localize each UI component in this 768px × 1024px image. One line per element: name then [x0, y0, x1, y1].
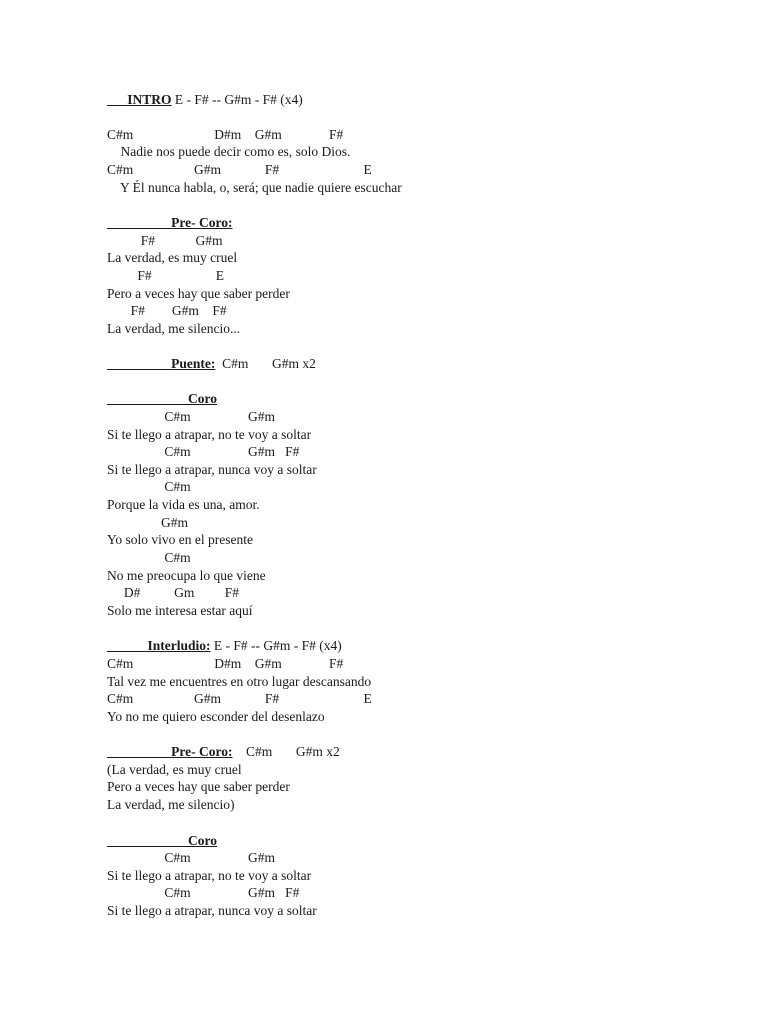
- section-coro-line: [107, 832, 217, 849]
- section-puente-line: [107, 355, 316, 372]
- lyric-line: Pero a veces hay que saber perder: [107, 779, 290, 794]
- lyric-line: Si te llego a atrapar, no te voy a soltar: [107, 868, 312, 883]
- lyric-line: Y Él nunca habla, o, será; que nadie quiere escuchar: [107, 180, 402, 195]
- section-heading: [107, 744, 171, 759]
- lyric-line: Yo solo vivo en el presente: [107, 532, 253, 547]
- section-heading: Pre- Coro:: [171, 215, 233, 230]
- chord-line: G#m: [107, 515, 188, 530]
- lyric-line: La verdad, me silencio...: [107, 321, 241, 336]
- section-heading: Pre- Coro:: [171, 744, 233, 759]
- chord-line: C#m G#m F#: [107, 885, 300, 900]
- chord-line: C#m G#m x2: [215, 356, 316, 371]
- section-intro-line: [107, 91, 303, 108]
- section-heading: [107, 356, 171, 371]
- chord-line: F# E: [107, 268, 225, 283]
- chord-line: E - F# -- G#m - F# (x4): [171, 92, 303, 107]
- lyric-line: Nadie nos puede decir como es, solo Dios.: [107, 144, 351, 159]
- section-heading: [107, 215, 171, 230]
- chord-line: C#m G#m F# E: [107, 162, 372, 177]
- section-heading: Interludio:: [147, 638, 211, 653]
- chord-line: C#m D#m G#m F#: [107, 127, 344, 142]
- chord-line: E - F# -- G#m - F# (x4): [210, 638, 342, 653]
- lyric-line: La verdad, es muy cruel: [107, 250, 238, 265]
- lyric-line: Yo no me quiero esconder del desenlazo: [107, 709, 325, 724]
- chord-line: C#m G#m F# E: [107, 691, 372, 706]
- lyric-line: La verdad, me silencio): [107, 797, 235, 812]
- lyric-line: Si te llego a atrapar, nunca voy a soltar: [107, 903, 317, 918]
- chord-line: C#m D#m G#m F#: [107, 656, 344, 671]
- section-heading: Coro: [188, 833, 217, 848]
- chord-line: F# G#m F#: [107, 303, 227, 318]
- section-coro-line: [107, 390, 217, 407]
- lyric-line: Si te llego a atrapar, nunca voy a soltar: [107, 462, 317, 477]
- lyric-line: Solo me interesa estar aquí: [107, 603, 253, 618]
- section-precoro-line: [107, 214, 232, 231]
- chord-line: C#m: [107, 479, 191, 494]
- chord-line: C#m G#m: [107, 850, 276, 865]
- lyric-line: (La verdad, es muy cruel: [107, 762, 242, 777]
- lyric-line: Tal vez me encuentres en otro lugar descansando: [107, 674, 372, 689]
- section-heading: [107, 833, 188, 848]
- section-heading: [107, 92, 127, 107]
- section-interludio-line: [107, 637, 342, 654]
- chord-line: C#m G#m x2: [232, 744, 340, 759]
- section-heading: INTRO: [127, 92, 172, 107]
- section-precoro-line: [107, 743, 340, 760]
- lyric-line: No me preocupa lo que viene: [107, 568, 266, 583]
- chord-line: D# Gm F#: [107, 585, 240, 600]
- chord-line: C#m G#m F#: [107, 444, 300, 459]
- chord-line: C#m G#m: [107, 409, 276, 424]
- lyric-line: Pero a veces hay que saber perder: [107, 286, 290, 301]
- section-heading: [107, 638, 148, 653]
- lyric-line: Porque la vida es una, amor.: [107, 497, 260, 512]
- section-heading: Puente:: [171, 356, 216, 371]
- chord-line: F# G#m: [107, 233, 223, 248]
- section-heading: Coro: [188, 391, 217, 406]
- lyric-line: Si te llego a atrapar, no te voy a soltar: [107, 427, 312, 442]
- section-heading: [107, 391, 188, 406]
- chord-line: C#m: [107, 550, 191, 565]
